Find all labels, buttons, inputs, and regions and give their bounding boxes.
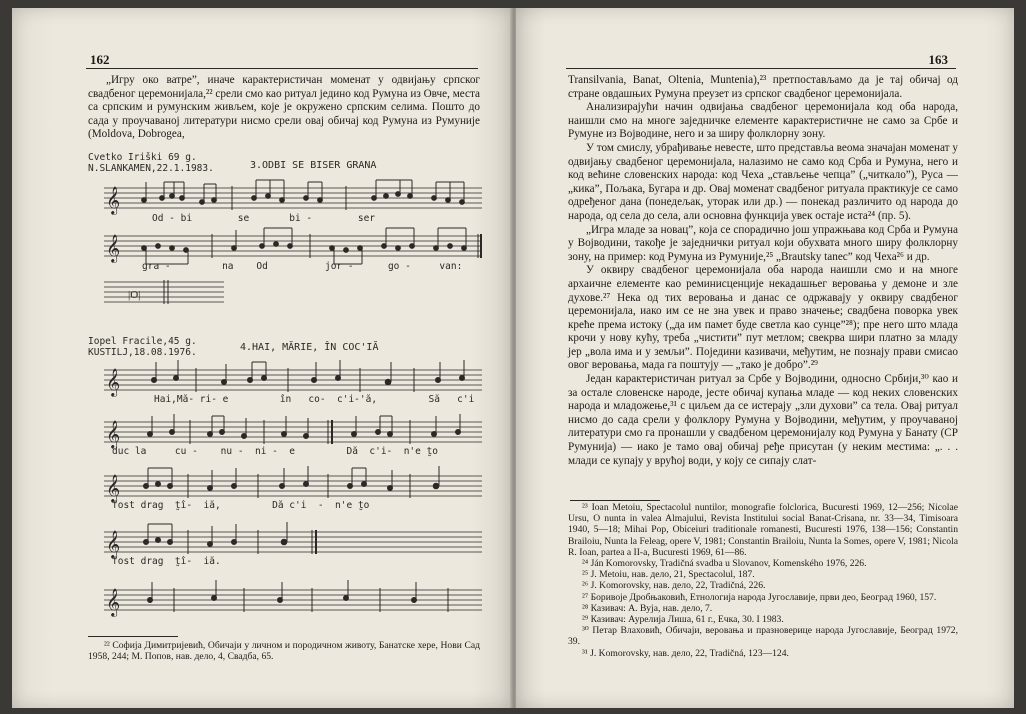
- footnote-26: ²⁶ J. Komorovsky, нав. дело, 22, Tradičná, 226.: [582, 580, 766, 592]
- right-paragraph-6: Један карактеристичан ритуал за Србе у Војводини, односно Србији,³⁰ као и за остале словенске народе, јесте обичај купања младе — код неких словенских народа и младожење,³¹ с циљем да се истерају „зли духови” са тела. Овај ритуал нисмо до сада срели у фолклору Румуна у Војводини, међутим, у проучаваној литератури смо га пронашли у свадбеном церемонијалу код Румуна у Банату (СР Румунија) — иако је тамо овај обичај ређе присутан (у неким местима: „. . . млади се купају у врућој води, у коју се сипају слат-: [568, 373, 958, 467]
- svg-text:𝄞: 𝄞: [106, 422, 121, 448]
- page-number-left: 162: [90, 52, 110, 67]
- music2-header-line-2: KUSTILJ,18.08.1976.: [88, 347, 197, 358]
- footnote-rule-right: [570, 500, 660, 501]
- page-number-right: 163: [928, 52, 948, 67]
- footnote-27: ²⁷ Боривоје Дробњаковић, Етнологија народа Југославије, први део, Београд 1960, 157.: [582, 591, 937, 603]
- right-paragraph-5: У оквиру свадбеног церемонијала оба народа наишли смо и на многе архаичне елементе као реминисценције некадашњег веровања у демоне и зле духове.²⁷ Нека од тих веровања и данас се одржавају у оквиру свадбеног церемонијала, иако им се не зна увек и право значење; свадбена поворка увек креће према истоку („да им памет буде светла као сунце”²⁸); пре него што млада крочи у нову кућу, треба „чистити” пут метлом; свекрва шири платно за младу јер „вола има и у земљи”. Поједини казивачи, међутим, не познају прави смисао овог веровања, мада га поштују — „тако је добро”.²⁹: [568, 264, 958, 372]
- svg-text:|O|: |O|: [128, 289, 141, 301]
- svg-text:𝄞: 𝄞: [106, 370, 121, 396]
- right-paragraph-2: Анализирајући начин одвијања свадбеног церемонијала код оба народа, наишли смо на многе заједничке елементе карактеристичне не само за Србе и Румуне из Војводине, него и за ширу фолклорну зону.: [568, 101, 958, 141]
- music2-lyrics-line-1: Hai,Mă- ri- e în co- c'i-'ă, Să c'i: [154, 394, 475, 405]
- left-page: [12, 8, 512, 708]
- footnote-rule-left: [88, 636, 178, 637]
- footnote-25: ²⁵ J. Metoiu, нав. дело, 21, Spectacolul, 187.: [582, 569, 755, 581]
- right-paragraph-3: У том смислу, убрађивање невесте, што представља веома значајан моменат у одвијању свадбеног церемонијала, налазимо не само код Срба и Румуна, него и код већине словенских народа: код Чеха „стављење чепца” („читкало”), Руса — „кика”, Пољака, Бугара и др. Овај моменат свадбеног ритуала практикује се само одређеног дана (понедељак, уторак или др.) — понекад различито од народа до народа, од села до села, али основна функција увек остаје иста²⁴ (пр. 5).: [568, 141, 958, 222]
- header-rule-right: [566, 68, 956, 69]
- left-paragraph: „Игру око ватре”, иначе карактеристичан моменат у одвијању српског свадбеног церемонијала,²² срели смо као ритуал једино код Румуна из Овче, места са српским и румунским живљем, које је окружено српским селима. Пошто до сада у проучаваној литератури нисмо срели овај обичај код Румуна из Румуније (Moldova, Dobrogea,: [88, 74, 480, 141]
- footnote-30: ³⁰ Петар Влаховић, Обичаји, веровања и празноверице народа Југославије, Београд 1972, 39.: [568, 625, 958, 648]
- music2-lyrics-line-3: fost drag t̮î- iă, Dă c'i - n'e t̮o: [112, 500, 370, 511]
- footnotes-right: [568, 502, 958, 659]
- music1-lyrics-line-1: Od - bi se bi - ser: [152, 213, 376, 224]
- svg-text:𝄞: 𝄞: [106, 236, 121, 262]
- music2-header-line-1: Iopel Fracile,45 g.: [88, 336, 197, 347]
- music1-title: 3.ODBI SE BISER GRANA: [250, 160, 377, 171]
- svg-text:𝄞: 𝄞: [106, 188, 121, 214]
- music1-header-line-2: N.SLANKAMEN,22.1.1983.: [88, 163, 214, 174]
- music1-notation: [84, 168, 484, 308]
- footnote-29: ²⁹ Казивач: Аурелија Лиша, 61 г., Ечка, 30. I 1983.: [582, 614, 784, 626]
- footnote-left: ²² Софија Димитријевић, Обичаји у личном и породичном животу, Банатске хере, Нови Сад 1958, 244; М. Попов, нав. дело, 4, Свадба, 65.: [88, 640, 480, 663]
- right-paragraph-1: Transilvania, Banat, Oltenia, Muntenia),²³ претпостављамо да је тај обичај од стране овдашњих Румуна преузет из српског свадбеног церемонијала.: [568, 74, 958, 100]
- music1-lyrics-line-2: gra - na Od jor - go - van:: [142, 261, 463, 272]
- header-rule-left: [86, 68, 478, 69]
- left-body-text: [88, 74, 480, 142]
- music2-header: [88, 336, 197, 358]
- footnote-23: ²³ Ioan Metoiu, Spectacolul nuntilor, monografie folclorica, Bucuresti 1969, 12—256; Nicolae Ursu, O nunta in valea Almajului, Revista Institului social Banat-Crisana, nr. 33—34, Timisoara 1940, 5—18; Mihai Pop, Obiceiuri traditionale romanesti, Bucuresti 1976, 138—156; Constantin Brailoiu, Nunta la Feleag, opere V, 1981; Constantin Brailoiu, Nunta la Somes, opere V, 1981; Nicola R. Ioan, partea a II-a, Bucuresti 1969, 61—86.: [568, 502, 958, 558]
- right-page: [516, 8, 1014, 708]
- svg-text:𝄞: 𝄞: [106, 476, 121, 502]
- music1-header-line-1: Cvetko Iriški 69 g.: [88, 152, 197, 163]
- footnote-31: ³¹ J. Komorovsky, нав. дело, 22, Tradičná, 123—124.: [582, 647, 789, 659]
- music2-lyrics-line-2: duc la cu - nu - ni - e Dă c'i- n'e t̮o: [112, 446, 439, 457]
- right-paragraph-4: „Игра младе за новац”, која се спорадично још упражњава код Срба и Румуна у Војводини, такође је заједнички ритуал који обухвата много ширу фолклорну зону, на пример: код Румуна из Румуније,²⁵ „Brautsky tanec” код Чеха²⁶ и др.: [568, 223, 958, 263]
- footnote-24: ²⁴ Ján Komorovsky, Tradičná svadba u Slovanov, Komenského 1976, 226.: [582, 558, 867, 570]
- right-body-text: [568, 74, 958, 468]
- svg-text:𝄞: 𝄞: [106, 590, 121, 616]
- footnote-28: ²⁸ Казивач: А. Вуја, нав. дело, 7.: [582, 602, 713, 614]
- svg-text:𝄞: 𝄞: [106, 532, 121, 558]
- music2-lyrics-line-4: fost drag t̮î- iă.: [112, 556, 221, 567]
- music2-title: 4.HAI, MĂRIE, ÎN COC'IĂ: [240, 342, 379, 353]
